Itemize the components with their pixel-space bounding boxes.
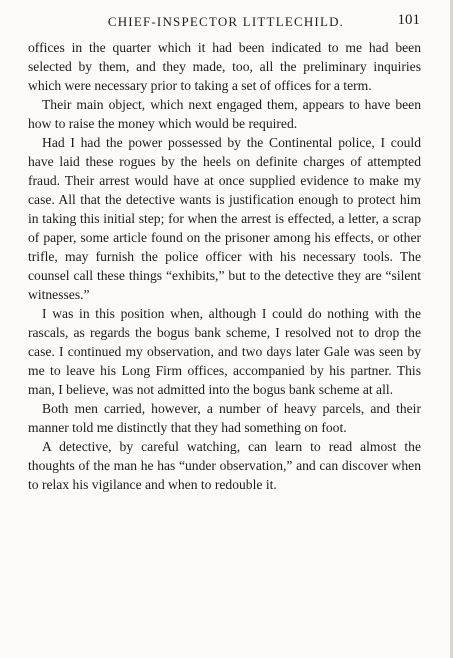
paragraph: Both men carried, however, a number of heavy parcels, and their manner told me distinctly that they had something on foot.	[28, 401, 421, 435]
body-text	[28, 38, 421, 494]
paragraph-continued: offices in the quarter which it had been indicated to me had been selected by them, and they made, too, all the preliminary inquiries which were necessary prior to taking a set of offices for a term.	[28, 40, 421, 93]
paragraph: I was in this position when, although I could do nothing with the rascals, as regards the bogus bank scheme, I resolved not to drop the case. I continued my observation, and two days later Gale was seen by me to leave his Long Firm offices, accompanied by his partner. This man, I believe, was not admitted into the bogus bank scheme at all.	[28, 306, 421, 397]
paragraph: A detective, by careful watching, can learn to read almost the thoughts of the man he has “under observation,” and can discover when to relax his vigilance and when to redouble it.	[28, 439, 421, 492]
running-head	[30, 12, 422, 32]
page-number: 101	[397, 12, 420, 28]
paragraph: Their main object, which next engaged them, appears to have been how to raise the money which would be required.	[28, 97, 421, 131]
running-title: CHIEF-INSPECTOR LITTLECHILD.	[107, 14, 345, 29]
paragraph: Had I had the power possessed by the Continental police, I could have laid these rogues by the heels on definite charges of attempted fraud. Their arrest would have at once supplied evidence to make my case. All that the detective wants is justification enough to protect him in taking this initial step; for when the arrest is effected, a letter, a scrap of paper, some article found on the prisoner among his effects, or other trifle, may furnish the police officer with his necessary tools. The counsel call these things “exhibits,” but to the detective they are “silent witnesses.”	[28, 135, 421, 302]
